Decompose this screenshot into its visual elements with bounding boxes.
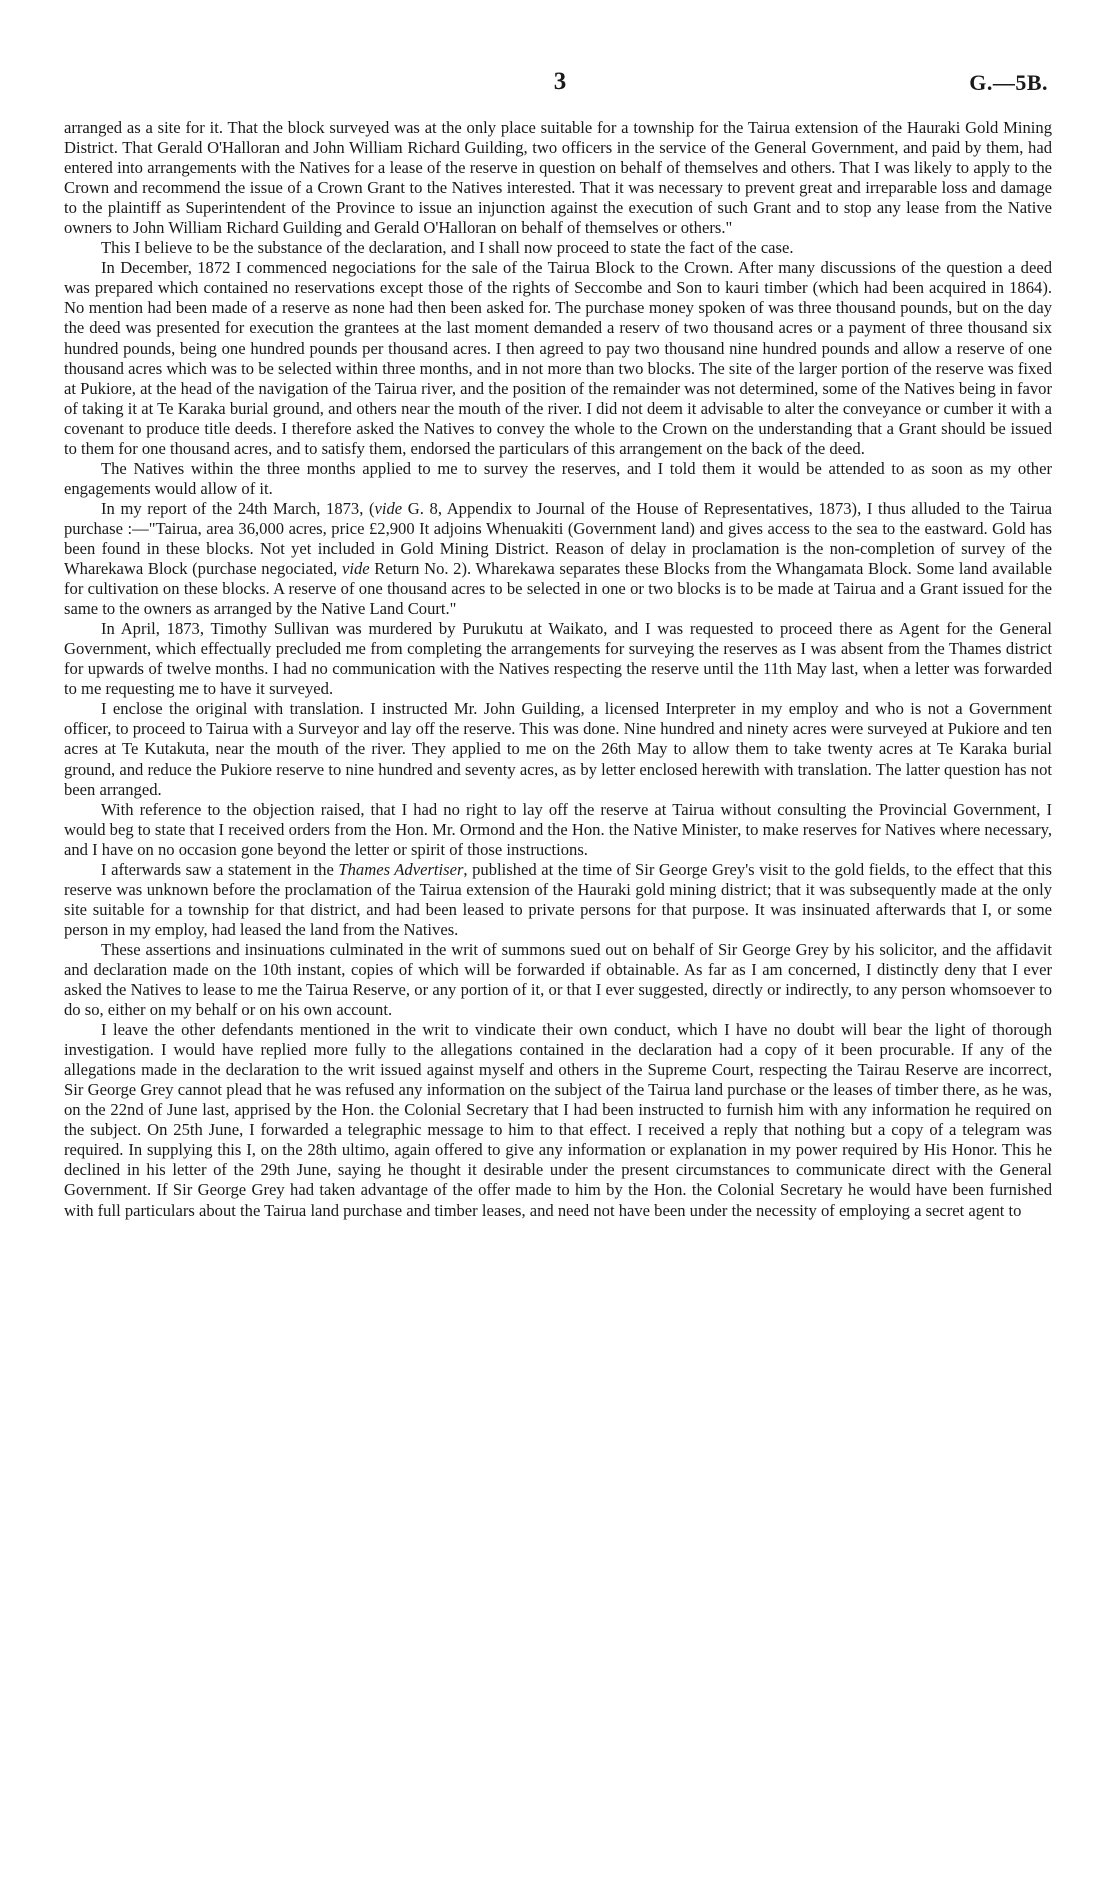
paragraph: In April, 1873, Timothy Sullivan was murdered by Purukutu at Waikato, and I was requested to proceed there as Agent for the General Government, which effectually precluded me from completing the arrangements for surveying the reserves as I was absent from the Thames district for upwards of twelve months. I had no communication with the Natives respecting the reserve until the 11th May last, when a letter was forwarded to me requesting me to have it surveyed. xyxy=(64,619,1052,699)
body-text xyxy=(64,118,1052,1221)
paragraph-report xyxy=(64,499,1052,619)
paragraph-advertiser xyxy=(64,860,1052,940)
paragraph: These assertions and insinuations culminated in the writ of summons sued out on behalf of Sir George Grey by his solicitor, and the affidavit and declaration made on the 10th instant, copies of which will be forwarded if obtainable. As far as I am concerned, I distinctly deny that I ever asked the Natives to lease to me the Tairua Reserve, or any portion of it, or that I ever suggested, directly or indirectly, to any person whomsoever to do so, either on my behalf or on his own account. xyxy=(64,939,1052,1020)
text-segment: I afterwards saw a statement in the xyxy=(101,859,339,879)
paragraph: In December, 1872 I commenced negociations for the sale of the Tairua Block to the Crown. After many discussions of the question a deed was prepared which contained no reservations except those of the rights of Seccombe and Son to kauri timber (which had been acquired in 1864). No mention had been made of a reserve as none had then been asked for. The purchase money spoken of was three thousand pounds, but on the day the deed was presented for execution the grantees at the last moment demanded a reserv of two thousand acres or a payment of three thousand six hundred pounds, being one hundred pounds per thousand acres. I then agreed to pay two thousand nine hundred pounds and allow a reserve of one thousand acres which was to be selected within three months, and in not more than two blocks. The site of the larger portion of the reserve was fixed at Pukiore, at the head of the navigation of the Tairua river, and the position of the remainder was not determined, some of the Natives being in favor of taking it at Te Karaka burial ground, and others near the mouth of the river. I did not deem it advisable to alter the conveyance or cumber it with a covenant to produce title deeds. I therefore asked the Natives to convey the whole to the Crown on the understanding that a Grant should be issued to them for one thousand acres, and to satisfy them, endorsed the particulars of this arrangement on the back of the deed. xyxy=(64,258,1052,458)
paragraph: I enclose the original with translation. I instructed Mr. John Guilding, a licensed Interpreter in my employ and who is not a Government officer, to proceed to Tairua with a Surveyor and lay off the reserve. This was done. Nine hundred and ninety acres were surveyed at Pukiore and ten acres at Te Kutakuta, near the mouth of the river. They applied to me on the 26th May to allow them to take twenty acres at Te Karaka burial ground, and reduce the Pukiore reserve to nine hundred and seventy acres, as by letter enclosed herewith with translation. The latter question has not been arranged. xyxy=(64,699,1052,799)
document-reference: G.—5B. xyxy=(969,70,1048,95)
page-header xyxy=(64,68,1056,98)
paragraph: This I believe to be the substance of the declaration, and I shall now proceed to state the fact of the case. xyxy=(101,238,794,258)
text-segment: Return No. 2). Wharekawa separates these Blocks from the Whangamata Block. Some land available for cultivation on these blocks. A reserve of one thousand acres to be selected in one or two blocks is to be made at Tairua and a Grant issued for the same to the owners as arranged by the Native Land Court." xyxy=(64,559,1052,619)
page-number: 3 xyxy=(553,68,567,95)
paragraph: The Natives within the three months applied to me to survey the reserves, and I told them it would be attended to as soon as my other engagements would allow of it. xyxy=(64,458,1052,498)
newspaper-title: Thames Advertiser xyxy=(338,859,464,879)
paragraph: With reference to the objection raised, that I had no right to lay off the reserve at Tairua without consulting the Provincial Government, I would beg to state that I received orders from the Hon. Mr. Ormond and the Hon. the Native Minister, to make reserves for Natives where necessary, and I have on no occasion gone beyond the letter or spirit of those instructions. xyxy=(64,799,1052,859)
paragraph-continuation: arranged as a site for it. That the block surveyed was at the only place suitable for a township for the Tairua extension of the Hauraki Gold Mining District. That Gerald O'Halloran and John William Richard Guilding, two officers in the service of the General Government, and paid by them, had entered into arrangements with the Natives for a lease of the reserve in question on behalf of themselves and others. That I was likely to apply to the Crown and recommend the issue of a Crown Grant to the Natives interested. That it was necessary to prevent great and irreparable loss and damage to the plaintiff as Superintendent of the Province to issue an injunction against the execution of such Grant and to stop any lease from the Native owners to John William Richard Guilding and Gerald O'Halloran on behalf of themselves or others." xyxy=(64,118,1052,238)
vide-italic: vide xyxy=(341,559,370,579)
paragraph: I leave the other defendants mentioned in the writ to vindicate their own conduct, which I have no doubt will bear the light of thorough investigation. I would have replied more fully to the allegations contained in the declaration had a copy of it been procurable. If any of the allegations made in the declaration to the writ issued against myself and others in the Supreme Court, respecting the Tairau Reserve are incorrect, Sir George Grey cannot plead that he was refused any information on the subject of the Tairua land purchase or the leases of timber there, as he was, on the 22nd of June last, apprised by the Hon. the Colonial Secretary that I had been instructed to furnish him with any information he required on the subject. On 25th June, I forwarded a telegraphic message to him to that effect. I received a reply that nothing but a copy of a telegram was required. In supplying this I, on the 28th ultimo, again offered to give any information or explanation in my power required by His Honor. This he declined in his letter of the 29th June, saying he thought it desirable under the present circumstances to communicate direct with the General Government. If Sir George Grey had taken advantage of the offer made to him by the Hon. the Colonial Secretary he would have been furnished with full particulars about the Tairua land purchase and timber leases, and need not have been under the necessity of employing a secret agent to xyxy=(64,1020,1052,1220)
text-segment: , published at the time of Sir George Grey's visit to the gold fields, to the effect that this reserve was unknown before the proclamation of the Tairua extension of the Hauraki gold mining district; that it was subsequently made at the only site suitable for a township for that district, and had been leased to private persons for that purpose. It was insinuated afterwards that I, or some person in my employ, had leased the land from the Natives. xyxy=(64,859,1053,939)
text-segment: In my report of the 24th March, 1873, ( xyxy=(101,498,375,518)
vide-italic: vide xyxy=(374,498,403,518)
text-segment: G. 8, Appendix to Journal of the House of Representatives, 1873), I thus alluded to the Tairua purchase :—"Tairua, area 36,000 acres, price £2,900 It adjoins Whenuakiti (Government land) and gives access to the sea to the eastward. Gold has been found in these blocks. Not yet included in Gold Mining District. Reason of delay in proclamation is the non-completion of survey of the Wharekawa Block (purchase negociated, xyxy=(64,498,1053,579)
